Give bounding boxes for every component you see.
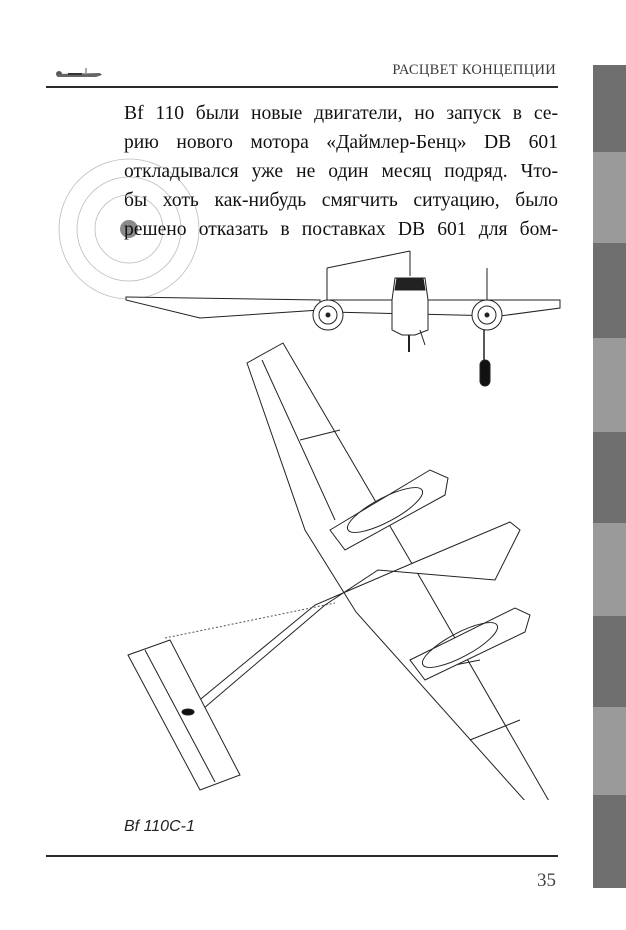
plan-view-drawing bbox=[128, 343, 553, 800]
aircraft-silhouette-icon bbox=[52, 67, 104, 81]
figure-caption: Bf 110C-1 bbox=[124, 818, 195, 835]
page-number: 35 bbox=[537, 870, 556, 891]
body-paragraph bbox=[124, 99, 558, 244]
aircraft-drawing bbox=[0, 240, 590, 800]
thumb-band bbox=[593, 65, 626, 152]
thumb-index-tab bbox=[593, 65, 626, 888]
running-head: РАСЦВЕТ КОНЦЕПЦИИ bbox=[392, 62, 556, 78]
thumb-band bbox=[593, 523, 626, 616]
footer-rule bbox=[46, 855, 558, 857]
thumb-band bbox=[593, 152, 626, 243]
text-line: откладывался уже не один месяц подряд. Что- bbox=[124, 161, 558, 182]
text-line: бы хоть как-нибудь смягчить ситуацию, было bbox=[124, 190, 558, 211]
header-rule bbox=[46, 86, 558, 88]
text-line: рию нового мотора «Даймлер-Бенц» DB 601 bbox=[124, 132, 558, 153]
thumb-band bbox=[593, 616, 626, 707]
thumb-band bbox=[593, 432, 626, 523]
thumb-band bbox=[593, 338, 626, 432]
thumb-band bbox=[593, 707, 626, 795]
thumb-band bbox=[593, 795, 626, 888]
text-line: Bf 110 были новые двигатели, но запуск в се- bbox=[124, 103, 558, 124]
text-line: решено отказать в поставках DB 601 для бом- bbox=[124, 219, 558, 240]
thumb-band bbox=[593, 243, 626, 338]
front-view-drawing bbox=[126, 251, 560, 386]
